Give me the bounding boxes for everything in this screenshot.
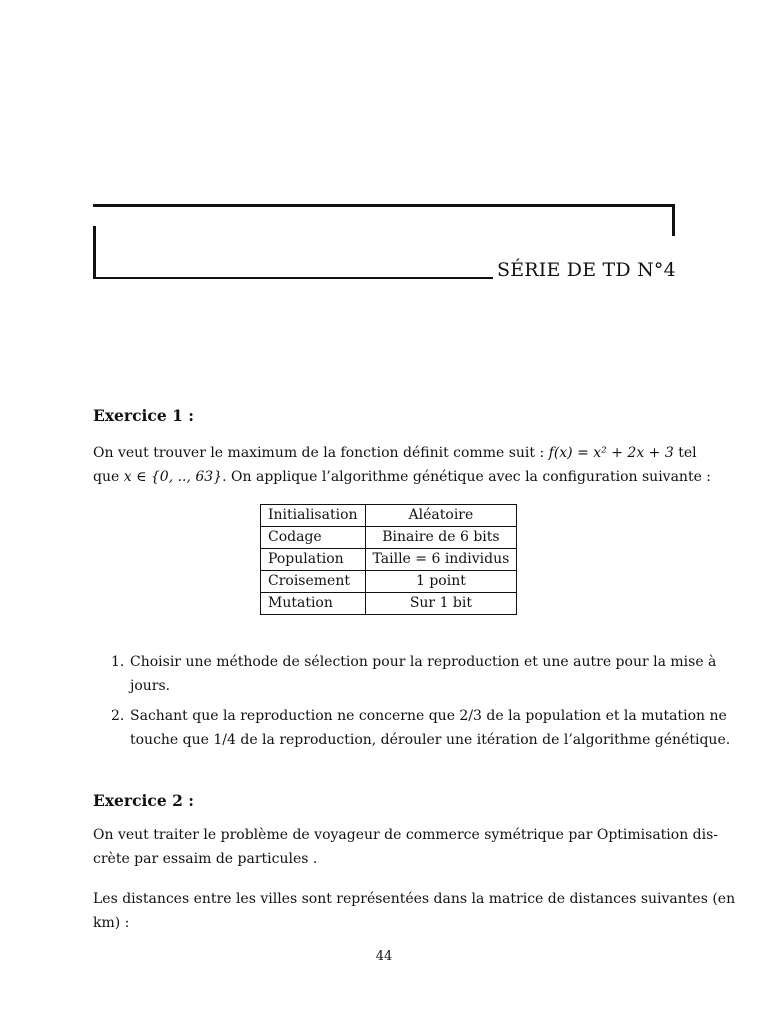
table-value: Aléatoire: [365, 505, 517, 527]
paragraph-line: crète par essaim de particules .: [93, 851, 318, 867]
paragraph-line: km) :: [93, 915, 130, 931]
table-param: Mutation: [261, 593, 366, 615]
list-item: [93, 704, 731, 752]
table-param: Initialisation: [261, 505, 366, 527]
intro-text-end: tel: [673, 445, 697, 461]
table-param: Codage: [261, 527, 366, 549]
table-row: [261, 527, 517, 549]
frame-left-tick: [93, 226, 96, 278]
exercise1-heading: Exercice 1 :: [93, 406, 195, 425]
paragraph-line: Les distances entre les villes sont représentées dans la matrice de distances suivantes (en: [93, 891, 736, 907]
table-value: Taille = 6 individus: [365, 549, 517, 571]
exercise1-intro-line2: [93, 465, 712, 489]
exercise1-intro-line1: [93, 441, 697, 465]
list-item: [93, 650, 717, 698]
question-text-line2: jours.: [130, 678, 171, 694]
exercise2-paragraph1: [93, 823, 719, 871]
question-number: 1.: [111, 654, 125, 670]
intro-text: On veut trouver le maximum de la fonction définit comme suit :: [93, 445, 549, 461]
frame-top-rule: [93, 204, 675, 207]
exercise2-paragraph2: [93, 887, 736, 935]
question-list: [93, 650, 731, 758]
question-text-line1: Sachant que la reproduction ne concerne que 2/3 de la population et la mutation ne: [130, 708, 727, 724]
table-row: [261, 505, 517, 527]
intro-text-start: que: [93, 469, 124, 485]
table-param: Croisement: [261, 571, 366, 593]
exercise1-intro: [93, 441, 712, 489]
frame-bottom-rule: [93, 277, 493, 279]
question-text-line1: Choisir une méthode de sélection pour la reproduction et une autre pour la mise à: [130, 654, 717, 670]
intro-text-rest: . On applique l’algorithme génétique avec la configuration suivante :: [222, 469, 712, 485]
domain-formula: x ∈ {0, .., 63}: [123, 469, 223, 485]
table-value: Binaire de 6 bits: [365, 527, 517, 549]
table-value: 1 point: [365, 571, 517, 593]
exercise2-heading: Exercice 2 :: [93, 791, 195, 810]
question-text-line2: touche que 1/4 de la reproduction, dérouler une itération de l’algorithme génétique.: [130, 732, 731, 748]
table-row: [261, 571, 517, 593]
chapter-title: SÉRIE DE TD N°4: [497, 259, 676, 281]
function-formula: f(x) = x² + 2x + 3: [548, 445, 674, 461]
frame-right-tick: [672, 204, 675, 236]
question-number: 2.: [111, 708, 125, 724]
paragraph-line: On veut traiter le problème de voyageur de commerce symétrique par Optimisation dis-: [93, 827, 719, 843]
page-number: 44: [375, 949, 393, 964]
table-row: [261, 593, 517, 615]
table-param: Population: [261, 549, 366, 571]
config-table: [260, 504, 517, 615]
table-value: Sur 1 bit: [365, 593, 517, 615]
table-row: [261, 549, 517, 571]
